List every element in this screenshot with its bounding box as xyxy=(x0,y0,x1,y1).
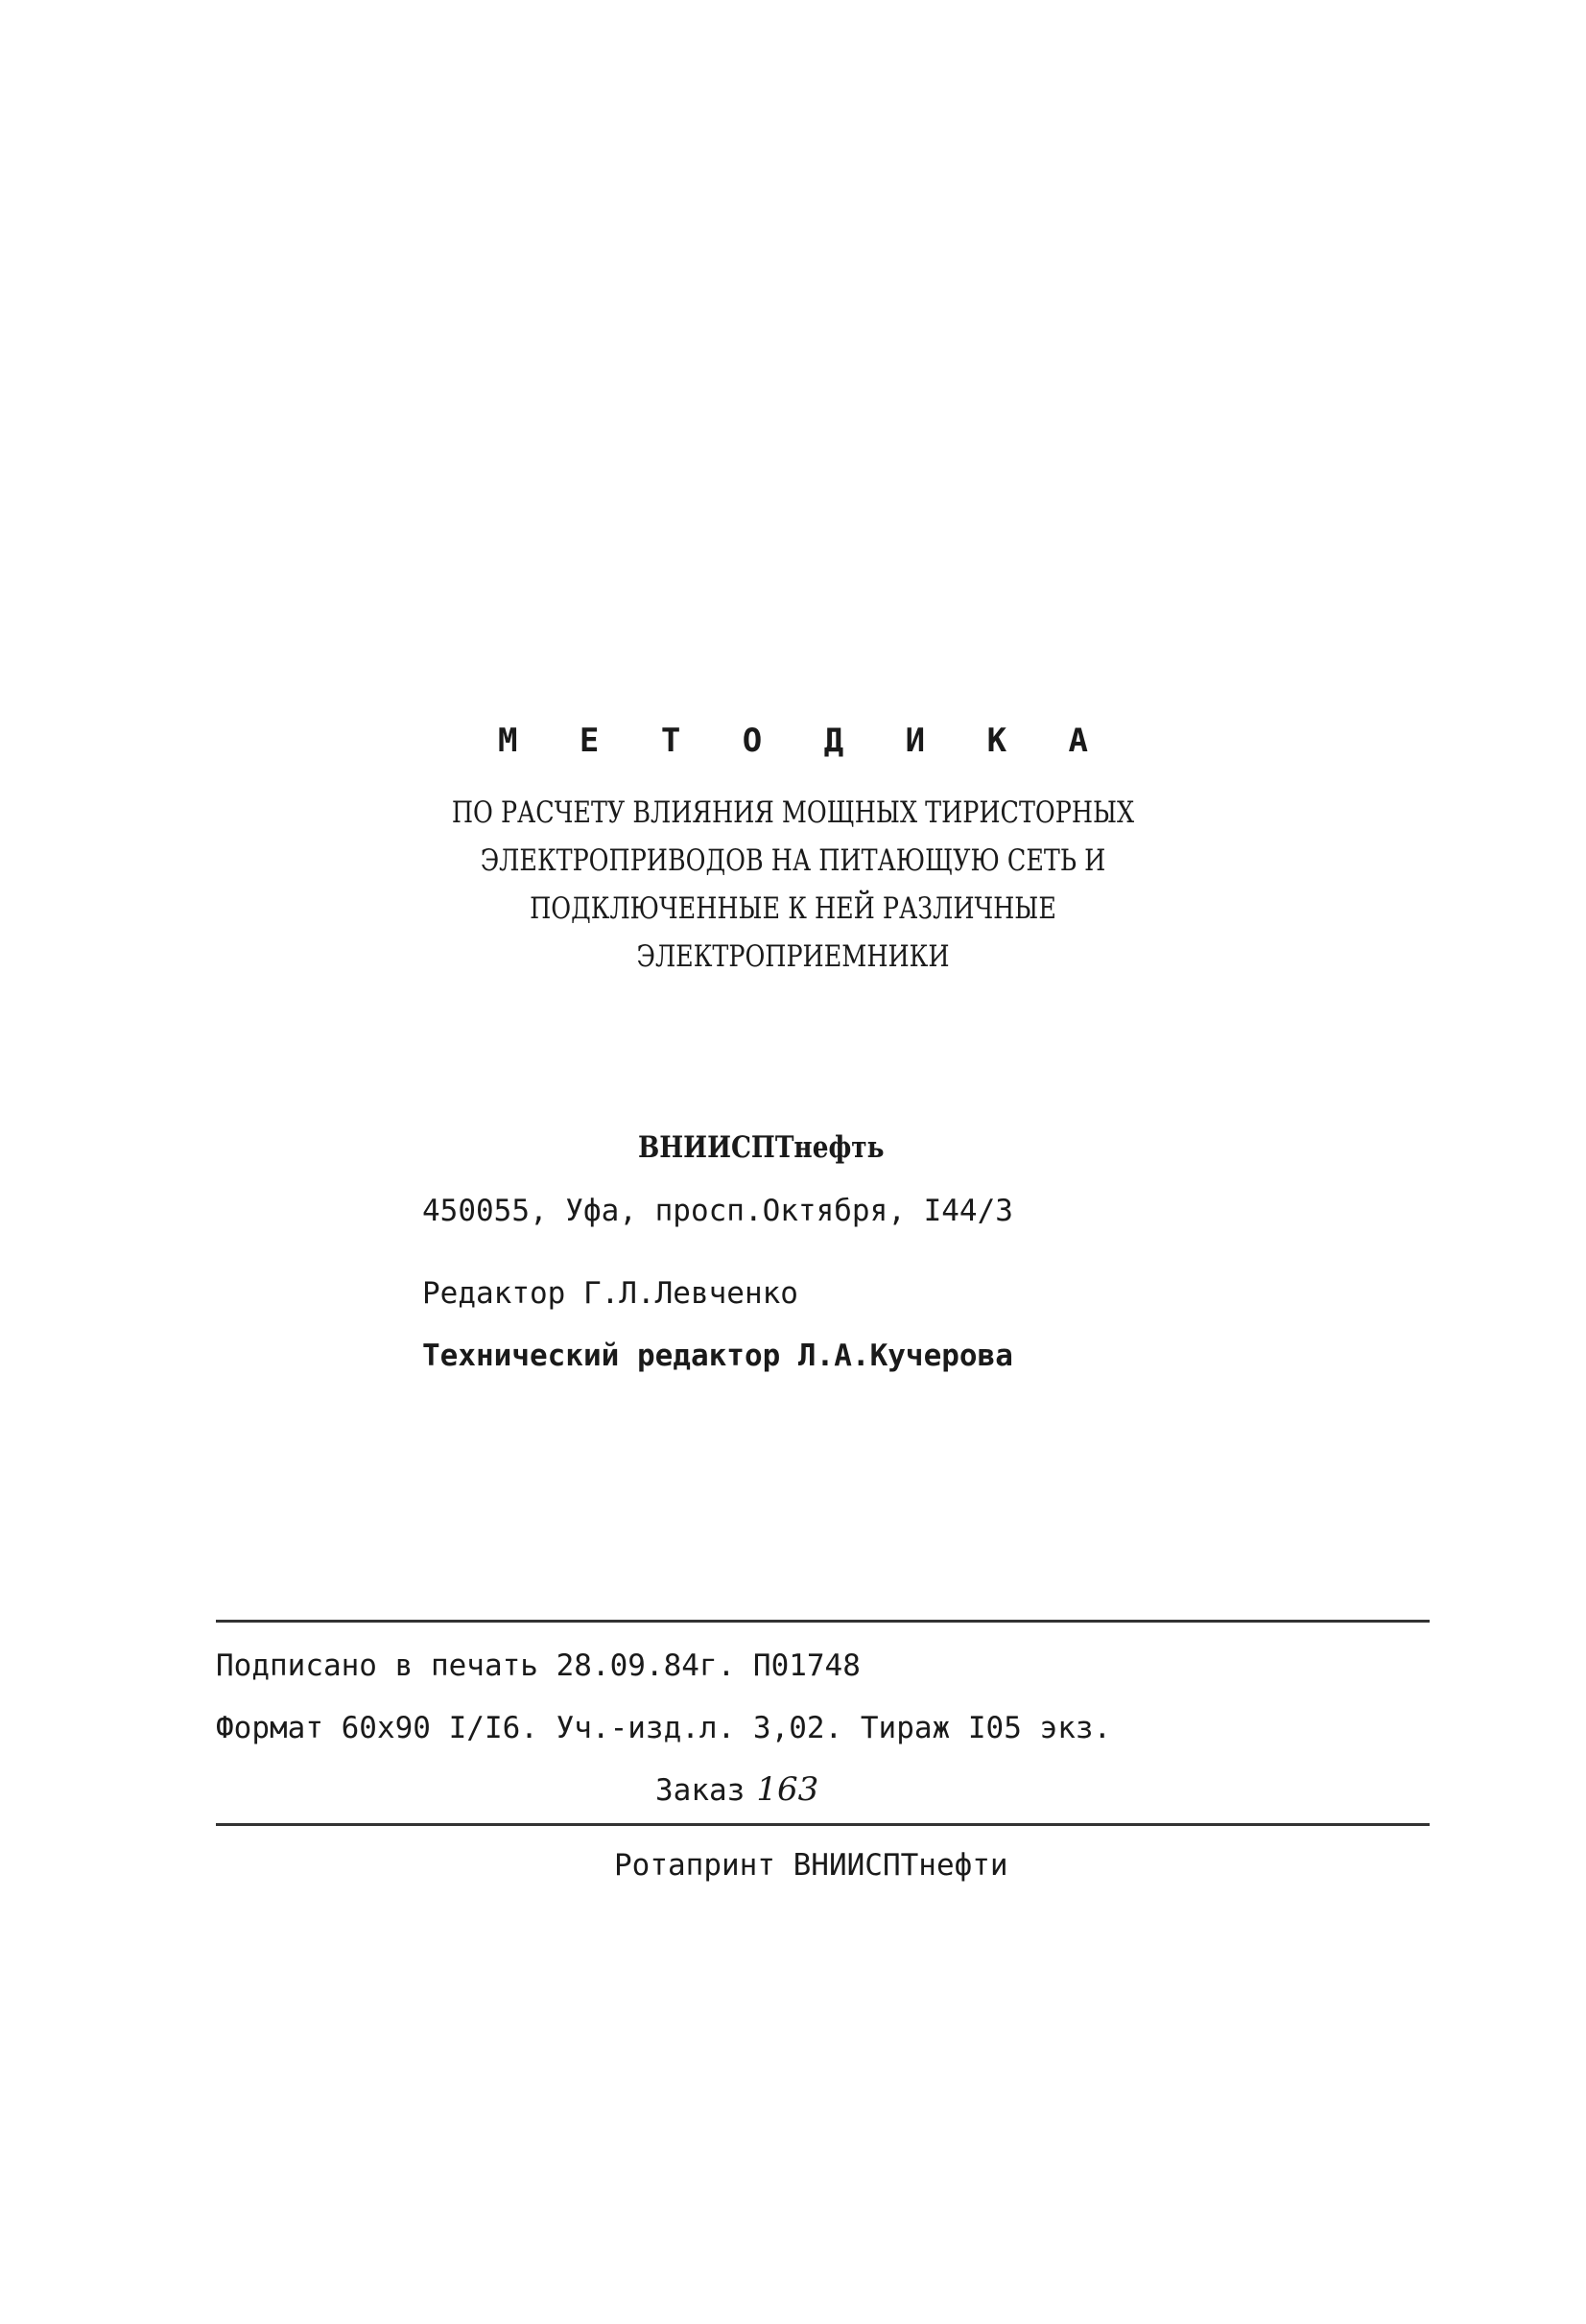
subtitle-line-3: ПОДКЛЮЧЕННЫЕ К НЕЙ РАЗЛИЧНЫЕ xyxy=(530,891,1056,926)
organization-name: ВНИИСПТнефть xyxy=(638,1130,885,1165)
divider-bottom xyxy=(216,1823,1430,1826)
subtitle-line-2: ЭЛЕКТРОПРИВОДОВ НА ПИТАЮЩУЮ СЕТЬ И xyxy=(480,843,1106,878)
technical-editor-line: Технический редактор Л.А.Кучерова xyxy=(422,1339,1013,1373)
subtitle-line-4: ЭЛЕКТРОПРИЕМНИКИ xyxy=(636,939,950,974)
order-label: Заказ xyxy=(655,1773,746,1808)
subtitle-line-1: ПО РАСЧЕТУ ВЛИЯНИЯ МОЩНЫХ ТИРИСТОРНЫХ xyxy=(451,795,1135,830)
editor-line: Редактор Г.Л.Левченко xyxy=(422,1276,798,1311)
format-line: Формат 60х90 I/I6. Уч.-изд.л. 3,02. Тираж I05 экз. xyxy=(216,1711,1112,1745)
order-line xyxy=(655,1770,818,1809)
divider-top xyxy=(216,1620,1430,1623)
order-number: 163 xyxy=(756,1770,819,1809)
document-heading: М Е Т О Д И К А xyxy=(497,722,1110,760)
printer-line: Ротапринт ВНИИСПТнефти xyxy=(614,1848,1008,1883)
signed-for-print-line: Подписано в печать 28.09.84г. П01748 xyxy=(216,1648,861,1683)
title-block xyxy=(0,722,1586,981)
organization-address: 450055, Уфа, просп.Октября, I44/3 xyxy=(422,1194,1013,1228)
